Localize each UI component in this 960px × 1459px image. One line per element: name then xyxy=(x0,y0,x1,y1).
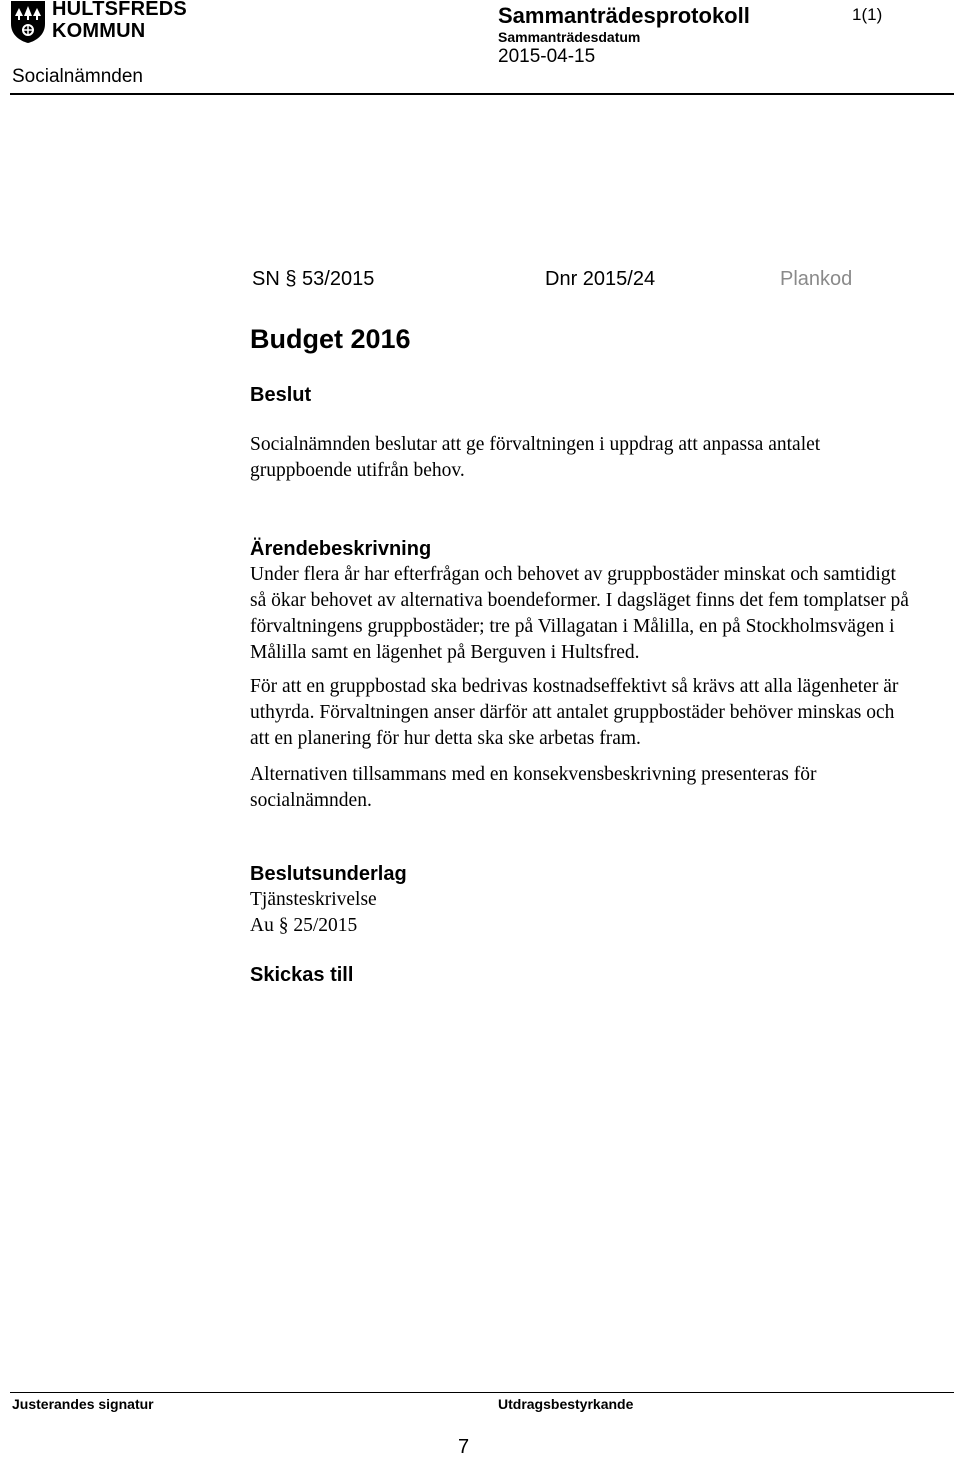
organization-name: Socialnämnden xyxy=(12,66,143,87)
diary-number: Dnr 2015/24 xyxy=(545,268,656,290)
description-paragraph: Under flera år har efterfrågan och behovet av gruppbostäder minskat och samtidigt så ökar behovet av alternativa boendeformer. I dagsläget finns det fem tomplatser på förvaltningens gruppbostäder; tre på Villagatan i Målilla, en på Stockholmsvägen i Målilla samt en lägenhet på Berguven i Hultsfred. xyxy=(250,564,909,663)
document-type: Sammanträdesprotokoll xyxy=(498,3,750,28)
description-paragraph: För att en gruppbostad ska bedrivas kostnadseffektivt så krävs att alla lägenheter är uthyrda. Förvaltningen anser därför att antalet gruppbostäder behöver minskas och att en planering för hur detta ska ske arbetas fram. xyxy=(250,676,899,749)
case-description-heading: Ärendebeskrivning xyxy=(250,538,432,560)
footer-divider xyxy=(10,1392,954,1393)
send-to-heading: Skickas till xyxy=(250,964,354,986)
signature-label: Justerandes signatur xyxy=(12,1396,154,1412)
plan-code: Plankod xyxy=(780,268,853,290)
logo-text-line1: HULTSFREDS xyxy=(52,0,187,20)
decision-basis-heading: Beslutsunderlag xyxy=(250,863,407,885)
meeting-date: 2015-04-15 xyxy=(498,46,596,67)
municipality-logo xyxy=(10,0,190,48)
municipal-crest-icon xyxy=(10,0,46,44)
header-divider xyxy=(10,93,954,95)
page-number: 7 xyxy=(458,1436,470,1458)
description-paragraph: Alternativen tillsammans med en konsekvensbeskrivning presenteras för socialnämnden. xyxy=(250,764,817,811)
page-count: 1(1) xyxy=(852,5,883,24)
meeting-date-label: Sammanträdesdatum xyxy=(498,29,641,45)
document-title: Budget 2016 xyxy=(250,324,411,354)
decision-basis-item: Au § 25/2015 xyxy=(250,915,358,936)
decision-basis-item: Tjänsteskrivelse xyxy=(250,889,377,910)
decision-text: Socialnämnden beslutar att ge förvaltningen i uppdrag att anpassa antalet gruppboende utifrån behov. xyxy=(250,434,821,481)
decision-heading: Beslut xyxy=(250,384,312,406)
case-number: SN § 53/2015 xyxy=(252,268,375,290)
certification-label: Utdragsbestyrkande xyxy=(498,1396,634,1412)
logo-text-line2: KOMMUN xyxy=(52,20,146,42)
